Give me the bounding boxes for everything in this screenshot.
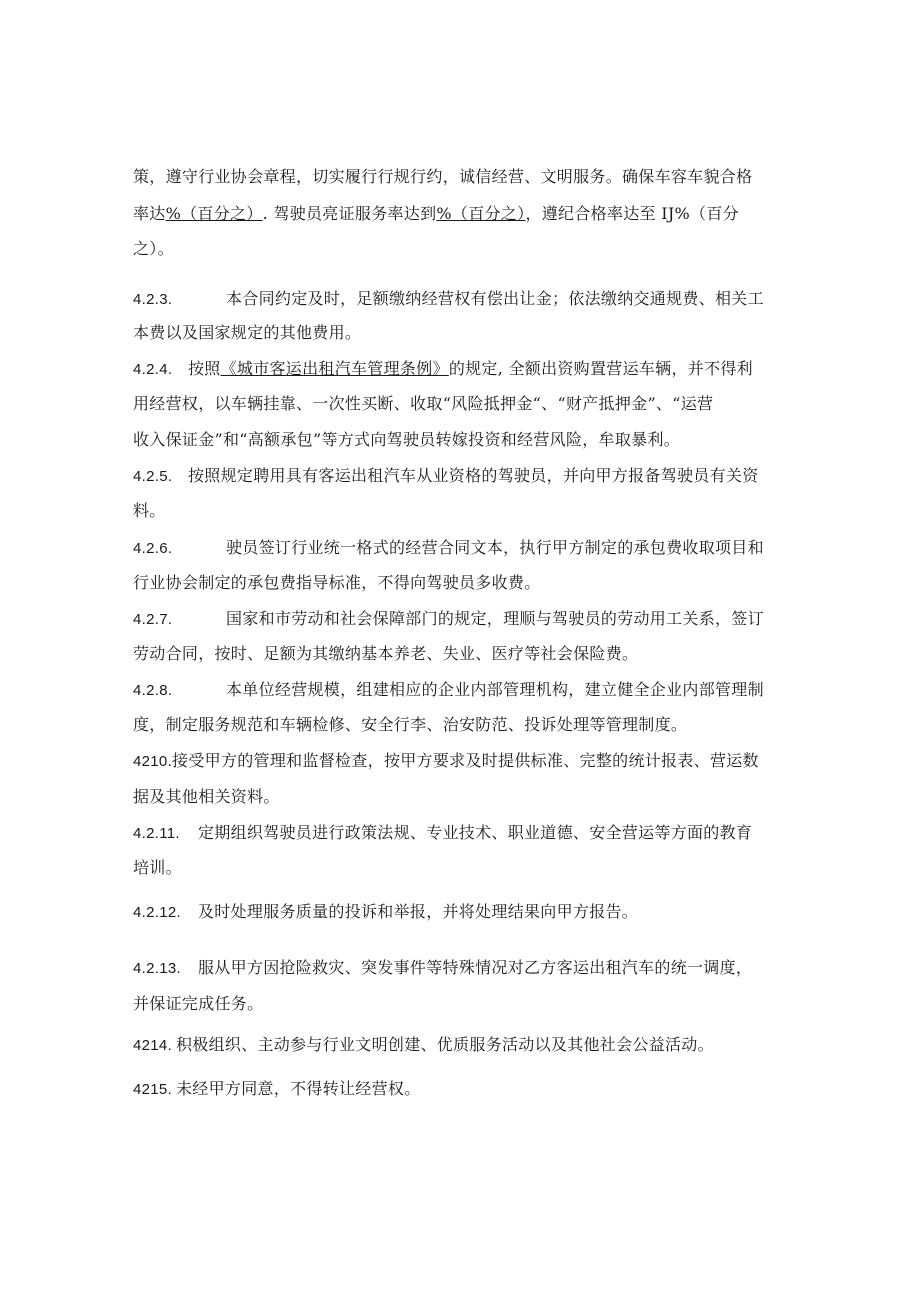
text: 培训。	[133, 858, 182, 877]
text: ，遵纪合格率达至 IJ%（百分	[525, 204, 739, 223]
text: 并保证完成任务。	[133, 994, 264, 1013]
clause-4-2-3	[133, 288, 764, 311]
text: 率达	[133, 204, 166, 223]
paragraph-line	[133, 993, 263, 1015]
clause-text: 驶员签订行业统一格式的经营合同文本，执行甲方制定的承包费收取项目和	[226, 538, 764, 557]
paragraph-line	[133, 393, 713, 415]
text: 本费以及国家规定的其他费用。	[133, 323, 362, 342]
paragraph-line	[133, 643, 638, 665]
paragraph-line	[133, 203, 739, 225]
clause-number: 4215.	[133, 1081, 173, 1098]
clause-4-2-7	[133, 608, 764, 631]
clause-text: 按照	[188, 359, 221, 378]
clause-text: 国家和市劳动和社会保障部门的规定，理顺与驾驶员的劳动用工关系，签订	[226, 609, 764, 628]
paragraph-line	[133, 238, 174, 260]
text: 收入保证金”和“高额承包”等方式向驾驶员转嫁投资和经营风险，牟取暴利。	[133, 430, 681, 449]
text: 之）。	[133, 239, 174, 258]
paragraph-line	[133, 572, 541, 594]
clause-text: 服从甲方因抢险救灾、突发事件等特殊情况对乙方客运出租汽车的统一调度，	[198, 958, 753, 977]
clause-4-2-5	[133, 465, 759, 488]
paragraph-line	[133, 166, 752, 188]
clause-4-2-11	[133, 822, 752, 845]
clause-text: 的规定, 全额出资购置营运车辆，并不得利	[448, 359, 753, 378]
underlined-blank: %（百分之）	[165, 204, 263, 223]
text: 料。	[133, 501, 166, 520]
paragraph-line	[133, 500, 166, 522]
clause-text: 接受甲方的管理和监督检查，按甲方要求及时提供标准、完整的统计报表、营运数	[172, 751, 759, 770]
clause-number: 4.2.6.	[133, 540, 173, 557]
clause-number: 4.2.5.	[133, 468, 173, 485]
clause-4-2-6	[133, 537, 764, 560]
clause-text: 按照规定聘用具有客运出租汽车从业资格的驾驶员，并向甲方报备驾驶员有关资	[188, 466, 759, 485]
paragraph-line	[133, 857, 182, 879]
clause-4-2-13	[133, 957, 752, 980]
text: 劳动合同，按时、足额为其缴纳基本养老、失业、医疗等社会保险费。	[133, 644, 639, 663]
regulation-title: 《城市客运出租汽车管理条例》	[220, 359, 449, 378]
clause-text: 未经甲方同意，不得转让经营权。	[176, 1079, 421, 1098]
clause-4-2-8	[133, 679, 764, 702]
text: 行业协会制定的承包费指导标准，不得向驾驶员多收费。	[133, 573, 541, 592]
clause-4-2-10	[133, 750, 759, 773]
clause-number: 4.2.3.	[133, 291, 173, 308]
clause-text: 积极组织、主动参与行业文明创建、优质服务活动以及其他社会公益活动。	[176, 1035, 714, 1054]
paragraph-line	[133, 429, 680, 451]
clause-4-2-4	[133, 358, 753, 381]
text: 用经营权，以车辆挂靠、一次性买断、收取“风险抵押金“、“财产抵押金”、“运营	[133, 394, 714, 413]
paragraph-line	[133, 714, 687, 736]
clause-number: 4214.	[133, 1037, 173, 1054]
clause-number: 4.2.13.	[133, 960, 181, 977]
clause-number: 4.2.12.	[133, 904, 181, 921]
clause-4-2-12	[133, 901, 638, 924]
clause-number: 4.2.11.	[133, 825, 180, 842]
paragraph-line	[133, 322, 361, 344]
underlined-blank: %（百分之）	[436, 204, 526, 223]
clause-number: 4.2.8.	[133, 682, 173, 699]
paragraph-line	[133, 786, 280, 808]
clause-text: 及时处理服务质量的投诉和举报，并将处理结果向甲方报告。	[198, 902, 639, 921]
clause-number: 4.2.4.	[133, 361, 173, 378]
text: . 驾驶员亮证服务率达到	[262, 204, 437, 223]
text: 据及其他相关资料。	[133, 787, 280, 806]
clause-number: 4210.	[133, 753, 173, 770]
clause-text: 本合同约定及时，足额缴纳经营权有偿出让金；依法缴纳交通规费、相关工	[226, 289, 764, 308]
clause-text: 定期组织驾驶员进行政策法规、专业技术、职业道德、安全营运等方面的教育	[198, 823, 753, 842]
clause-text: 本单位经营规模，组建相应的企业内部管理机构，建立健全企业内部管理制	[226, 680, 764, 699]
text: 度，制定服务规范和车辆检修、安全行李、治安防范、投诉处理等管理制度。	[133, 715, 688, 734]
clause-4-2-14	[133, 1034, 714, 1057]
text: 策，遵守行业协会章程，切实履行行规行约，诚信经营、文明服务。确保车容车貌合格	[133, 167, 753, 186]
clause-4-2-15	[133, 1078, 421, 1101]
clause-number: 4.2.7.	[133, 611, 173, 628]
